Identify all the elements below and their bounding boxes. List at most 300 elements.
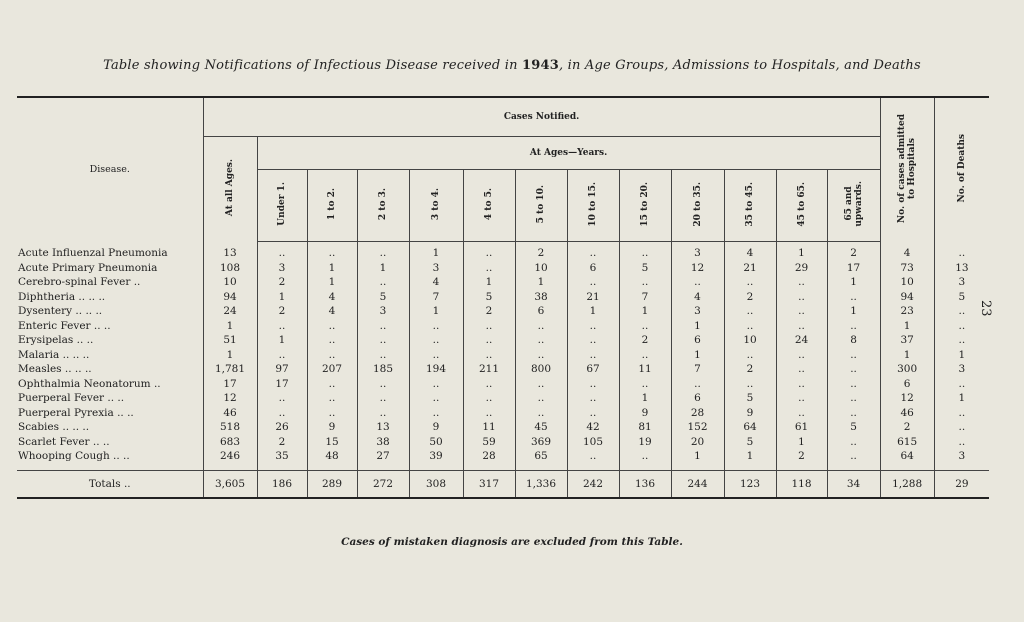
table-cell: 10 xyxy=(880,275,934,290)
table-cell: 7 xyxy=(619,290,671,305)
table-cell: 2 xyxy=(724,362,776,377)
table-cell: .. xyxy=(776,362,827,377)
table-cell: 94 xyxy=(880,290,934,305)
table-cell: .. xyxy=(463,377,515,392)
table-cell: .. xyxy=(357,275,409,290)
table-cell: .. xyxy=(776,319,827,334)
table-cell: .. xyxy=(257,242,307,261)
table-cell: 17 xyxy=(827,261,880,276)
table-cell: 64 xyxy=(880,449,934,464)
table-cell: .. xyxy=(619,319,671,334)
disease-name: Whooping Cough .. .. xyxy=(18,450,130,463)
age-col-label: 20 to 35. xyxy=(692,181,703,227)
disease-name: Dysentery .. .. .. xyxy=(18,305,103,318)
table-cell: 13 xyxy=(203,242,257,261)
table-cell: 97 xyxy=(257,362,307,377)
table-cell: 21 xyxy=(724,261,776,276)
table-cell: 1 xyxy=(257,290,307,305)
table-row xyxy=(17,348,989,363)
table-cell: 6 xyxy=(567,261,619,276)
totals-cell: 317 xyxy=(463,470,515,498)
table-cell: .. xyxy=(776,290,827,305)
table-cell: 152 xyxy=(671,420,724,435)
age-col-header xyxy=(257,170,307,242)
table-cell: 5 xyxy=(827,420,880,435)
table-cell: 2 xyxy=(515,242,567,261)
age-col-label: 35 to 45. xyxy=(745,181,755,227)
table-cell: 1 xyxy=(827,275,880,290)
table-cell: 246 xyxy=(203,449,257,464)
age-col-header xyxy=(724,170,776,242)
table-cell: .. xyxy=(567,406,619,421)
all-ages-header-text: At all Ages. xyxy=(225,159,235,217)
table-body xyxy=(17,242,989,498)
table-cell: .. xyxy=(567,348,619,363)
table-cell: 108 xyxy=(203,261,257,276)
table-cell: .. xyxy=(567,333,619,348)
table-cell: .. xyxy=(827,377,880,392)
table-cell: 1 xyxy=(357,261,409,276)
age-col-label: 2 to 3. xyxy=(378,187,388,221)
table-cell: .. xyxy=(671,377,724,392)
table-cell: .. xyxy=(724,377,776,392)
table-cell: .. xyxy=(934,319,989,334)
table-cell: .. xyxy=(463,348,515,363)
table-cell: 38 xyxy=(357,435,409,450)
table-cell: 61 xyxy=(776,420,827,435)
table-cell: 28 xyxy=(463,449,515,464)
table-cell: 59 xyxy=(463,435,515,450)
age-col-header xyxy=(409,170,463,242)
table-cell: .. xyxy=(619,377,671,392)
table-cell: 9 xyxy=(307,420,357,435)
age-col-header xyxy=(776,170,827,242)
table-cell: 6 xyxy=(671,391,724,406)
table-cell: .. xyxy=(463,261,515,276)
table-cell: 45 xyxy=(515,420,567,435)
table-cell: .. xyxy=(307,377,357,392)
table-cell: 17 xyxy=(203,377,257,392)
table-cell: .. xyxy=(257,348,307,363)
disease-name: Ophthalmia Neonatorum .. xyxy=(18,377,161,390)
table-cell: 1 xyxy=(776,435,827,450)
table-cell: 21 xyxy=(567,290,619,305)
table-cell: 2 xyxy=(257,275,307,290)
table-cell: 10 xyxy=(724,333,776,348)
table-cell: 369 xyxy=(515,435,567,450)
title-text-start: Table showing Notifications of Infectious Disease received in xyxy=(103,58,522,73)
table-cell: 48 xyxy=(307,449,357,464)
table-cell: .. xyxy=(409,319,463,334)
table-cell: .. xyxy=(515,377,567,392)
table-cell: 15 xyxy=(307,435,357,450)
table-cell: 38 xyxy=(515,290,567,305)
table-cell: .. xyxy=(357,242,409,261)
table-cell: 1 xyxy=(515,275,567,290)
table-cell: 42 xyxy=(567,420,619,435)
table-cell: .. xyxy=(671,275,724,290)
table-row xyxy=(17,261,989,276)
table-cell: 518 xyxy=(203,420,257,435)
table-cell: 1 xyxy=(567,304,619,319)
table-cell: 5 xyxy=(357,290,409,305)
table-row xyxy=(17,290,989,305)
table-cell: .. xyxy=(567,449,619,464)
table-cell: .. xyxy=(567,319,619,334)
table-cell: .. xyxy=(567,377,619,392)
notifications-table xyxy=(17,96,989,499)
table-cell: .. xyxy=(307,348,357,363)
table-cell: 10 xyxy=(515,261,567,276)
totals-cell: 242 xyxy=(567,470,619,498)
table-cell: 39 xyxy=(409,449,463,464)
totals-cell: 1,288 xyxy=(880,470,934,498)
table-cell: 24 xyxy=(203,304,257,319)
table-row xyxy=(17,333,989,348)
table-row xyxy=(17,242,989,261)
age-col-label: 3 to 4. xyxy=(431,187,441,221)
table-cell: .. xyxy=(619,449,671,464)
table-cell: .. xyxy=(307,242,357,261)
disease-name: Cerebro-spinal Fever .. xyxy=(18,276,141,289)
table-cell: .. xyxy=(567,391,619,406)
table-cell: 46 xyxy=(203,406,257,421)
table-cell: 1 xyxy=(724,449,776,464)
table-cell: 5 xyxy=(619,261,671,276)
table-cell: 615 xyxy=(880,435,934,450)
table-cell: 1 xyxy=(671,449,724,464)
table-cell: 2 xyxy=(463,304,515,319)
table-row xyxy=(17,406,989,421)
table-cell: 65 xyxy=(515,449,567,464)
table-cell: .. xyxy=(357,348,409,363)
table-cell: 4 xyxy=(671,290,724,305)
table-cell: 11 xyxy=(463,420,515,435)
table-cell: .. xyxy=(357,391,409,406)
age-col-header xyxy=(567,170,619,242)
table-cell: .. xyxy=(827,362,880,377)
table-cell: 23 xyxy=(880,304,934,319)
table-row xyxy=(17,275,989,290)
table-cell: .. xyxy=(515,319,567,334)
table-cell: 1 xyxy=(934,391,989,406)
table-cell: 7 xyxy=(671,362,724,377)
table-cell: .. xyxy=(827,406,880,421)
table-cell: 1 xyxy=(880,348,934,363)
table-cell: 2 xyxy=(724,290,776,305)
table-cell: .. xyxy=(776,275,827,290)
age-col-label: Under 1. xyxy=(277,182,287,226)
table-cell: 67 xyxy=(567,362,619,377)
totals-cell: 123 xyxy=(724,470,776,498)
totals-cell: 3,605 xyxy=(203,470,257,498)
table-cell: 37 xyxy=(880,333,934,348)
table-cell: 1 xyxy=(307,275,357,290)
table-cell: .. xyxy=(515,348,567,363)
table-cell: 2 xyxy=(880,420,934,435)
table-cell: 6 xyxy=(880,377,934,392)
table-cell: .. xyxy=(827,348,880,363)
disease-name: Measles .. .. .. xyxy=(18,363,92,376)
table-cell: 50 xyxy=(409,435,463,450)
table-cell: 5 xyxy=(463,290,515,305)
table-row xyxy=(17,304,989,319)
table-cell: .. xyxy=(724,275,776,290)
table-cell: .. xyxy=(827,391,880,406)
table-cell: .. xyxy=(515,333,567,348)
table-cell: 46 xyxy=(880,406,934,421)
table-cell: .. xyxy=(307,406,357,421)
age-last-line1: 65 and xyxy=(843,186,854,222)
table-cell: 7 xyxy=(409,290,463,305)
table-cell: 211 xyxy=(463,362,515,377)
totals-label: Totals .. xyxy=(17,470,203,498)
table-cell: 2 xyxy=(827,242,880,261)
table-cell: 1 xyxy=(619,391,671,406)
table-cell: .. xyxy=(307,333,357,348)
footnote: Cases of mistaken diagnosis are excluded from this Table. xyxy=(341,536,683,548)
table-cell: 3 xyxy=(671,242,724,261)
deaths-header-text: No. of Deaths xyxy=(956,134,967,203)
table-cell: 4 xyxy=(880,242,934,261)
table-cell: .. xyxy=(463,333,515,348)
table-cell: 3 xyxy=(257,261,307,276)
disease-name: Acute Primary Pneumonia xyxy=(18,261,158,274)
totals-cell: 289 xyxy=(307,470,357,498)
table-cell: .. xyxy=(827,449,880,464)
age-col-label: 5 to 10. xyxy=(536,184,546,224)
table-cell: .. xyxy=(257,319,307,334)
title-year: 1943 xyxy=(522,58,559,73)
age-col-header xyxy=(463,170,515,242)
table-cell: .. xyxy=(776,406,827,421)
table-cell: .. xyxy=(776,391,827,406)
table-cell: 683 xyxy=(203,435,257,450)
table-row xyxy=(17,362,989,377)
table-cell: .. xyxy=(409,391,463,406)
table-cell: 1 xyxy=(203,319,257,334)
all-ages-header xyxy=(203,137,257,242)
table-cell: .. xyxy=(724,348,776,363)
table-cell: 1 xyxy=(409,304,463,319)
totals-cell: 1,336 xyxy=(515,470,567,498)
table-cell: 20 xyxy=(671,435,724,450)
table-cell: 3 xyxy=(934,275,989,290)
disease-name: Puerperal Pyrexia .. .. xyxy=(18,406,134,419)
table-cell: .. xyxy=(463,242,515,261)
title-text-end: , in Age Groups, Admissions to Hospitals, and Deaths xyxy=(558,58,921,73)
age-col-label: 4 to 5. xyxy=(484,187,494,221)
table-cell: .. xyxy=(724,304,776,319)
totals-cell: 136 xyxy=(619,470,671,498)
table-cell: 4 xyxy=(307,304,357,319)
table-cell: .. xyxy=(934,420,989,435)
table-cell: .. xyxy=(619,275,671,290)
table-cell: .. xyxy=(357,333,409,348)
table-cell: 10 xyxy=(203,275,257,290)
table-cell: .. xyxy=(776,304,827,319)
table-cell: .. xyxy=(463,391,515,406)
table-cell: 1 xyxy=(307,261,357,276)
table-cell: .. xyxy=(409,377,463,392)
table-cell: 105 xyxy=(567,435,619,450)
table-cell: .. xyxy=(776,348,827,363)
table-cell: 5 xyxy=(724,435,776,450)
disease-name: Scabies .. .. .. xyxy=(18,421,90,434)
table-cell: 300 xyxy=(880,362,934,377)
table-cell: .. xyxy=(307,319,357,334)
table-cell: 12 xyxy=(203,391,257,406)
table-cell: 13 xyxy=(934,261,989,276)
table-cell: 6 xyxy=(671,333,724,348)
table-cell: 6 xyxy=(515,304,567,319)
table-cell: 73 xyxy=(880,261,934,276)
totals-cell: 29 xyxy=(934,470,989,498)
table-cell: .. xyxy=(357,319,409,334)
age-col-header xyxy=(357,170,409,242)
table-cell: 2 xyxy=(776,449,827,464)
age-col-label: 15 to 20. xyxy=(640,181,650,227)
disease-name: Malaria .. .. .. xyxy=(18,348,90,361)
table-cell: .. xyxy=(934,406,989,421)
table-cell: 3 xyxy=(409,261,463,276)
table-cell: 19 xyxy=(619,435,671,450)
table-cell: 9 xyxy=(619,406,671,421)
table-cell: .. xyxy=(257,391,307,406)
table-cell: .. xyxy=(934,333,989,348)
table-cell: 185 xyxy=(357,362,409,377)
table-cell: 1 xyxy=(203,348,257,363)
disease-name: Scarlet Fever .. .. xyxy=(18,435,110,448)
totals-row xyxy=(17,470,989,498)
table-cell: 1 xyxy=(619,304,671,319)
table-cell: .. xyxy=(776,377,827,392)
age-col-header xyxy=(827,170,880,242)
table-cell: .. xyxy=(357,406,409,421)
table-title xyxy=(0,58,1024,73)
table-cell: 1 xyxy=(257,333,307,348)
table-cell: 1 xyxy=(671,319,724,334)
table-cell: 12 xyxy=(880,391,934,406)
table-cell: 94 xyxy=(203,290,257,305)
table-cell: 1 xyxy=(827,304,880,319)
table-cell: 1,781 xyxy=(203,362,257,377)
table-cell: .. xyxy=(567,275,619,290)
hospital-header-line1: No. of cases admitted xyxy=(897,113,908,223)
table-cell: .. xyxy=(463,406,515,421)
table-cell: .. xyxy=(357,377,409,392)
age-col-header xyxy=(515,170,567,242)
table-cell: 5 xyxy=(724,391,776,406)
table-cell: 24 xyxy=(776,333,827,348)
table-cell: .. xyxy=(409,406,463,421)
table-cell: 2 xyxy=(257,304,307,319)
table-cell: .. xyxy=(515,391,567,406)
table-cell: 81 xyxy=(619,420,671,435)
table-cell: 1 xyxy=(776,242,827,261)
table-cell: .. xyxy=(827,435,880,450)
table-cell: 35 xyxy=(257,449,307,464)
totals-cell: 272 xyxy=(357,470,409,498)
at-ages-header: At Ages—Years. xyxy=(257,137,880,170)
table-cell: 2 xyxy=(619,333,671,348)
table-cell: 5 xyxy=(934,290,989,305)
table-cell: .. xyxy=(567,242,619,261)
totals-cell: 308 xyxy=(409,470,463,498)
totals-cell: 118 xyxy=(776,470,827,498)
age-col-header xyxy=(671,170,724,242)
table-cell: .. xyxy=(934,377,989,392)
table-cell: 51 xyxy=(203,333,257,348)
table-cell: 3 xyxy=(671,304,724,319)
totals-cell: 244 xyxy=(671,470,724,498)
age-last-line2: upwards. xyxy=(853,181,864,227)
table-cell: 1 xyxy=(934,348,989,363)
age-col-label: 45 to 65. xyxy=(796,181,807,227)
table-cell: 27 xyxy=(357,449,409,464)
table-cell: .. xyxy=(463,319,515,334)
age-col-label: 1 to 2. xyxy=(327,187,337,221)
disease-header: Disease. xyxy=(89,164,130,176)
age-col-header xyxy=(307,170,357,242)
table-cell: 4 xyxy=(724,242,776,261)
cases-notified-header: Cases Notified. xyxy=(203,97,880,137)
table-cell: 1 xyxy=(671,348,724,363)
table-cell: 13 xyxy=(357,420,409,435)
table-cell: 800 xyxy=(515,362,567,377)
table-cell: .. xyxy=(409,348,463,363)
table-cell: .. xyxy=(724,319,776,334)
table-cell: 1 xyxy=(463,275,515,290)
table-row xyxy=(17,391,989,406)
table-cell: 207 xyxy=(307,362,357,377)
table-cell: 12 xyxy=(671,261,724,276)
table-cell: 4 xyxy=(409,275,463,290)
table-cell: 3 xyxy=(934,362,989,377)
table-cell: .. xyxy=(619,348,671,363)
table-row xyxy=(17,377,989,392)
table-cell: 194 xyxy=(409,362,463,377)
table-cell: 3 xyxy=(934,449,989,464)
totals-cell: 34 xyxy=(827,470,880,498)
table-cell: .. xyxy=(619,242,671,261)
table-row xyxy=(17,319,989,334)
deaths-header xyxy=(934,97,989,242)
table-cell: 64 xyxy=(724,420,776,435)
table-cell: .. xyxy=(934,435,989,450)
table-cell: .. xyxy=(515,406,567,421)
totals-cell: 186 xyxy=(257,470,307,498)
hospital-header-line2: to Hospitals xyxy=(907,137,918,199)
table-cell: .. xyxy=(827,290,880,305)
table-row xyxy=(17,420,989,435)
age-col-header xyxy=(619,170,671,242)
table-cell: .. xyxy=(307,391,357,406)
table-row xyxy=(17,449,989,464)
disease-name: Acute Influenzal Pneumonia xyxy=(18,247,168,259)
table-cell: 3 xyxy=(357,304,409,319)
disease-name: Diphtheria .. .. .. xyxy=(18,290,106,303)
page-number: 23 xyxy=(978,300,993,317)
table-cell: .. xyxy=(934,304,989,319)
hospital-header xyxy=(880,97,934,242)
disease-name: Puerperal Fever .. .. xyxy=(18,392,125,405)
table-cell: 28 xyxy=(671,406,724,421)
table-cell: 11 xyxy=(619,362,671,377)
table-cell: .. xyxy=(409,333,463,348)
table-cell: .. xyxy=(257,406,307,421)
disease-name: Erysipelas .. .. xyxy=(18,334,94,347)
